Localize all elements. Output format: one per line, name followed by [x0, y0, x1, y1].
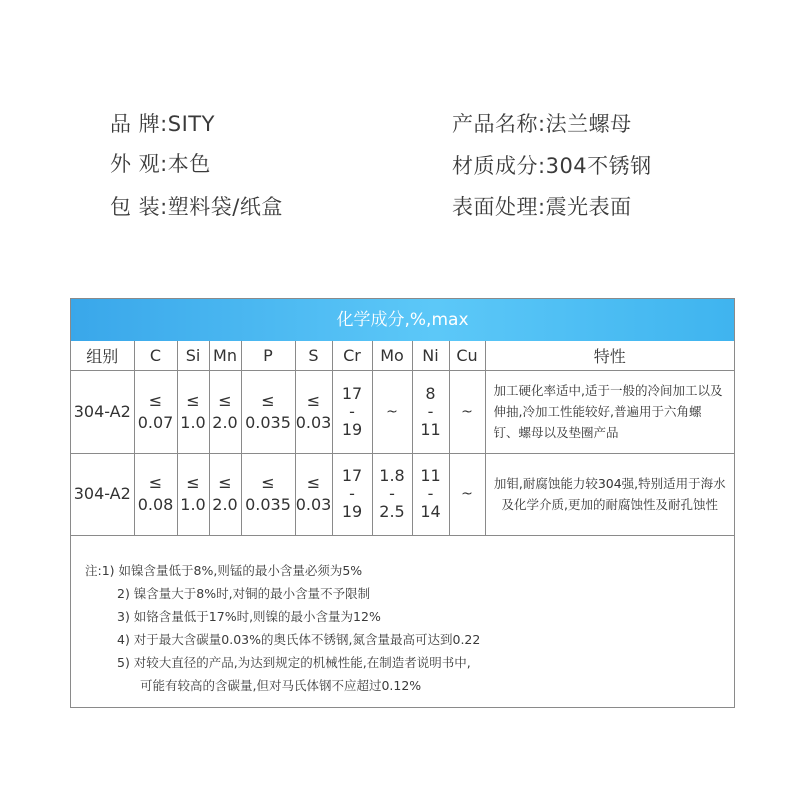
chemical-composition-table	[70, 298, 735, 708]
le-symbol: ≤	[186, 473, 200, 492]
header-ni: Ni	[412, 341, 449, 370]
spec-surface	[452, 191, 632, 221]
cell-si	[177, 453, 209, 535]
cell-group: 304-A2	[71, 453, 134, 535]
le-symbol: ≤	[218, 473, 232, 492]
range-min: 17	[341, 466, 363, 485]
spec-packaging-label: 包 装:	[110, 195, 168, 219]
spec-product-name-value: 法兰螺母	[545, 112, 632, 136]
cell-c	[134, 370, 177, 453]
value: 1.0	[180, 495, 206, 514]
header-cr: Cr	[332, 341, 372, 370]
note-5-continued: 可能有较高的含碳量,但对马氏体钢不应超过0.12%	[140, 678, 422, 693]
range-dash: -	[349, 484, 355, 503]
value: 2.0	[212, 495, 238, 514]
cell-group: 304-A2	[71, 370, 134, 453]
table-row	[71, 453, 734, 535]
cell-si	[177, 370, 209, 453]
spec-brand	[110, 108, 215, 138]
le-symbol: ≤	[306, 390, 321, 410]
table-title: 化学成分,%,max	[71, 299, 734, 341]
cell-cr	[332, 370, 372, 453]
header-group: 组别	[71, 341, 134, 370]
header-p: P	[241, 341, 295, 370]
range-min: 17	[341, 383, 363, 403]
range-min: 8	[425, 383, 436, 403]
cell-p	[241, 453, 295, 535]
range-max: 19	[341, 419, 363, 439]
spec-material-label: 材质成分:	[452, 154, 546, 178]
le-symbol: ≤	[148, 473, 163, 492]
header-mo: Mo	[372, 341, 412, 370]
cell-ni	[412, 453, 449, 535]
range-dash: -	[427, 401, 434, 421]
cell-feature: 加工硬化率适中,适于一般的冷间加工以及伸抽,冷加工性能较好,普遍用于六角螺钉、螺母以及垫圈产品	[485, 370, 734, 453]
spec-appearance-label: 外 观:	[110, 152, 168, 176]
cell-c	[134, 453, 177, 535]
value: 1.0	[180, 412, 206, 432]
range-min: 11	[420, 466, 441, 485]
cell-s	[295, 453, 332, 535]
header-s: S	[295, 341, 332, 370]
le-symbol: ≤	[306, 473, 321, 492]
spec-product-name-label: 产品名称:	[452, 112, 546, 136]
cell-feature: 加钼,耐腐蚀能力较304强,特别适用于海水及化学介质,更加的耐腐蚀性及耐孔蚀性	[485, 453, 734, 535]
range-dash: -	[427, 484, 434, 503]
note-3: 3) 如铬含量低于17%时,则镍的最小含量为12%	[117, 609, 381, 624]
header-feature: 特性	[485, 341, 734, 370]
note-1: 注:1) 如镍含量低于8%,则锰的最小含量必须为5%	[85, 563, 363, 578]
table-row	[71, 370, 734, 453]
cell-mn	[209, 453, 241, 535]
le-symbol: ≤	[218, 390, 232, 410]
range-max: 19	[341, 502, 363, 521]
value: 0.07	[137, 412, 174, 432]
header-c: C	[134, 341, 177, 370]
value: 0.035	[245, 412, 291, 432]
value: 2.0	[212, 412, 238, 432]
range-max: 2.5	[379, 502, 405, 521]
spec-product-name	[452, 108, 632, 138]
header-mn: Mn	[209, 341, 241, 370]
cell-mn	[209, 370, 241, 453]
cell-cr	[332, 453, 372, 535]
spec-surface-value: 震光表面	[545, 195, 632, 219]
spec-packaging-value: 塑料袋/纸盒	[167, 195, 283, 219]
range-min: 1.8	[379, 466, 405, 485]
spec-brand-label: 品 牌:	[110, 112, 168, 136]
value: 0.035	[245, 495, 291, 514]
value: 0.03	[295, 412, 332, 432]
range-dash: -	[389, 484, 395, 503]
cell-cu: ~	[449, 453, 485, 535]
value: 0.03	[295, 495, 332, 514]
spec-material-value: 304不锈钢	[545, 154, 652, 178]
le-symbol: ≤	[261, 473, 275, 492]
composition-grid	[71, 341, 734, 536]
spec-brand-value: SITY	[167, 112, 215, 136]
cell-mo	[372, 453, 412, 535]
cell-mo: ~	[372, 370, 412, 453]
cell-s	[295, 370, 332, 453]
header-row	[71, 341, 734, 370]
le-symbol: ≤	[148, 390, 163, 410]
spec-material	[452, 150, 652, 180]
spec-surface-label: 表面处理:	[452, 195, 546, 219]
range-max: 14	[420, 502, 441, 521]
header-cu: Cu	[449, 341, 485, 370]
note-4: 4) 对于最大含碳量0.03%的奥氏体不锈钢,氮含量最高可达到0.22	[117, 632, 481, 647]
range-max: 11	[420, 419, 441, 439]
spec-appearance-value: 本色	[167, 152, 211, 176]
spec-appearance	[110, 148, 211, 178]
note-5: 5) 对较大直径的产品,为达到规定的机械性能,在制造者说明书中,	[117, 655, 471, 670]
cell-ni	[412, 370, 449, 453]
le-symbol: ≤	[261, 390, 275, 410]
spec-packaging	[110, 191, 283, 221]
cell-cu: ~	[449, 370, 485, 453]
range-dash: -	[349, 401, 355, 421]
header-si: Si	[177, 341, 209, 370]
cell-p	[241, 370, 295, 453]
le-symbol: ≤	[186, 390, 200, 410]
value: 0.08	[137, 495, 174, 514]
note-2: 2) 镍含量大于8%时,对铜的最小含量不予限制	[117, 586, 371, 601]
